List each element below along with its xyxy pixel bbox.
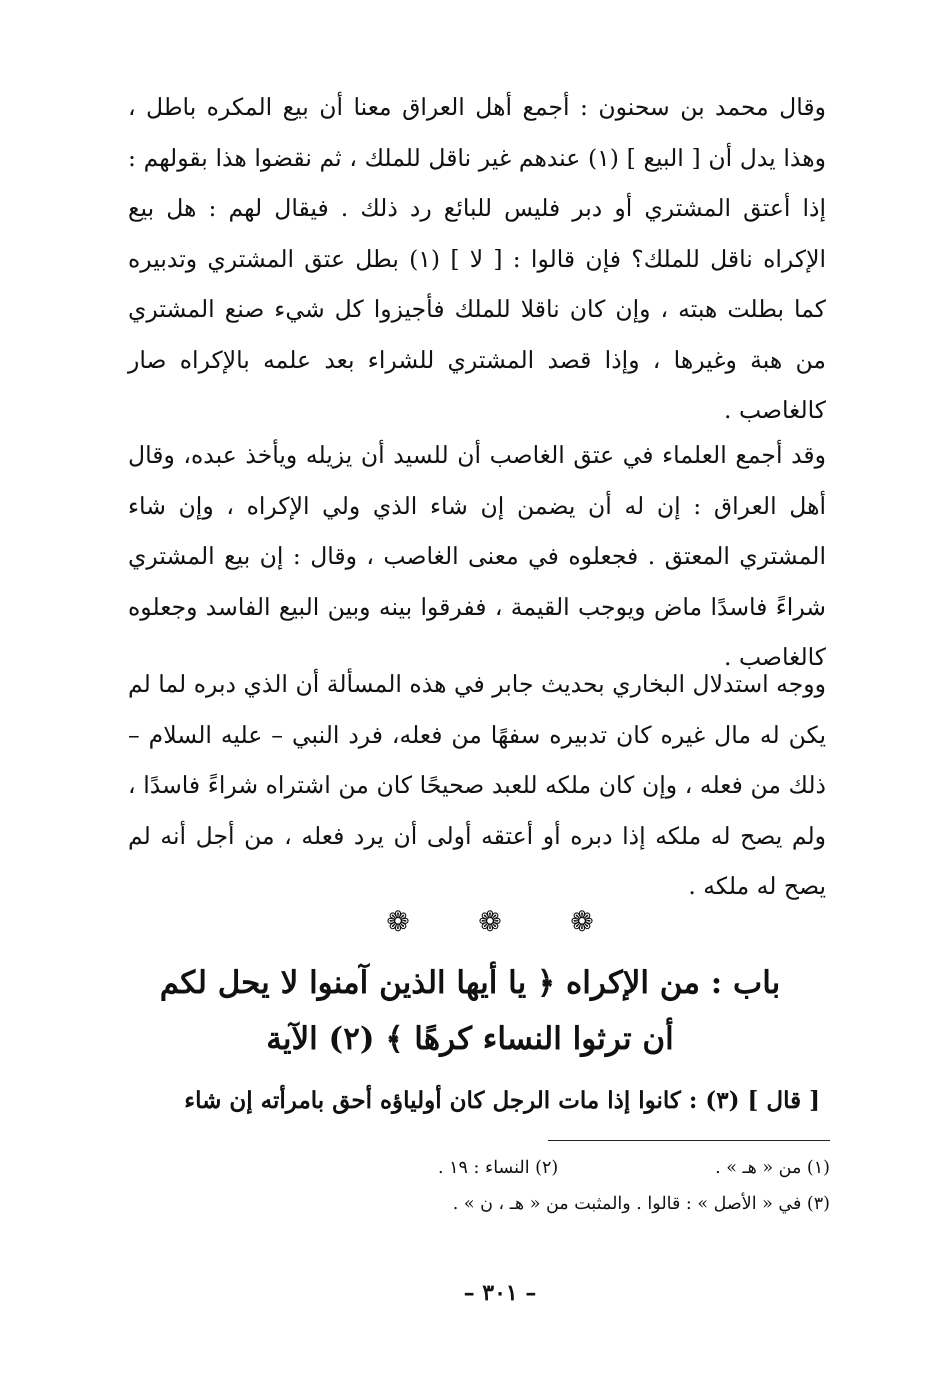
- body-paragraph-1: [128, 82, 826, 436]
- footnote-2: (٢) النساء : ١٩ .: [438, 1158, 559, 1178]
- star-ornament-icon: ❁: [570, 905, 594, 938]
- chapter-title-line-1: باب : من الإكراه ﴿ يا أيها الذين آمنوا لا يحل لكم: [159, 965, 781, 1001]
- page-number: – ٣٠١ –: [463, 1280, 537, 1306]
- chapter-title: [150, 955, 790, 1067]
- paragraph-text: وقال محمد بن سحنون : أجمع أهل العراق معنا أن بيع المكره باطل ، وهذا يدل أن [ البيع ] (١) عندهم غير ناقل للملك ، ثم نقضوا هذا بقولهم : إذا أعتق المشتري أو دبر فليس للبائع رد ذلك . فيقال لهم : هل بيع الإكراه ناقل للملك؟ فإن قالوا : [ لا ] (١) بطل عتق المشتري وتدبيره كما بطلت هبته ، وإن كان ناقلا للملك فأجيزوا كل شيء صنع المشتري من هبة وغيرها ، وإذا قصد المشتري للشراء بعد علمه بالإكراه صار كالغاصب .: [128, 93, 827, 424]
- footnote-row: [360, 1150, 830, 1186]
- body-paragraph-3: [128, 659, 826, 912]
- footnotes: [360, 1150, 830, 1222]
- star-ornament-icon: ❁: [386, 905, 410, 938]
- paragraph-text: ووجه استدلال البخاري بحديث جابر في هذه المسألة أن الذي دبره لما لم يكن له مال غيره كان تدبيره سفهًا من فعله، فرد النبي – عليه السلام – ذلك من فعله ، وإن كان ملكه للعبد صحيحًا كان من اشتراه شراءً فاسدًا ، ولم يصح له ملكه إذا دبره أو أعتقه أولى أن يرد فعله ، من أجل أنه لم يصح له ملكه .: [128, 670, 826, 900]
- chapter-lead-text: [ قال ] (٣) : كانوا إذا مات الرجل كان أولياؤه أحق بامرأته إن شاء: [184, 1087, 820, 1114]
- section-separator: [380, 905, 600, 938]
- footnote-divider: [548, 1140, 830, 1141]
- chapter-title-line-2: أن ترثوا النساء كرهًا ﴾ (٢) الآية: [266, 1021, 674, 1057]
- footnote-1: (١) من « هـ » .: [715, 1158, 830, 1178]
- body-paragraph-2: [128, 430, 826, 683]
- star-ornament-icon: ❁: [478, 905, 502, 938]
- footnote-3: (٣) في « الأصل » : قالوا . والمثبت من « هـ ، ن » .: [452, 1194, 830, 1214]
- paragraph-text: وقد أجمع العلماء في عتق الغاصب أن للسيد أن يزيله ويأخذ عبده، وقال أهل العراق : إن له أن يضمن إن شاء الذي ولي الإكراه ، وإن شاء المشتري المعتق . فجعلوه في معنى الغاصب ، وقال : إن بيع المشتري شراءً فاسدًا ماض ويوجب القيمة ، ففرقوا بينه وبين البيع الفاسد وجعلوه كالغاصب .: [128, 441, 826, 671]
